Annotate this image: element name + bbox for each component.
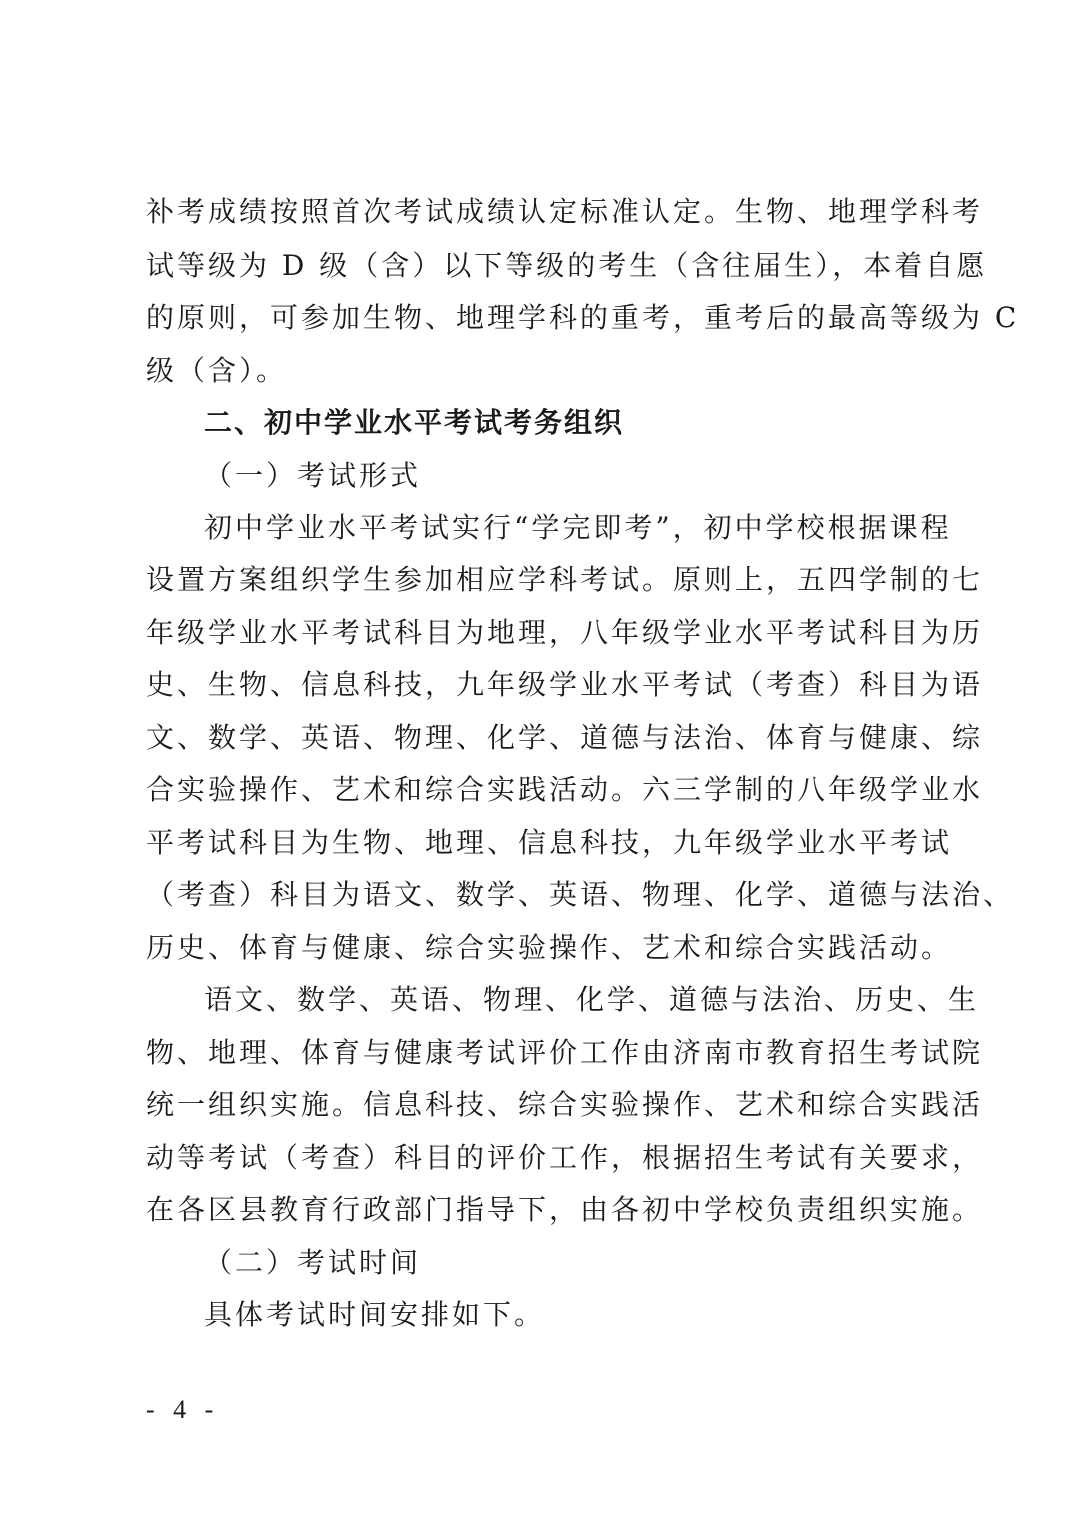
paragraph-line: 在各区县教育行政部门指导下，由各初中学校负责组织实施。 <box>146 1193 984 1226</box>
paragraph-line: 动等考试（考查）科目的评价工作，根据招生考试有关要求， <box>146 1141 984 1174</box>
paragraph-line: 年级学业水平考试科目为地理，八年级学业水平考试科目为历 <box>146 616 984 649</box>
paragraph-line: 平考试科目为生物、地理、信息科技，九年级学业水平考试 <box>146 826 953 859</box>
paragraph-line: 文、数学、英语、物理、化学、道德与法治、体育与健康、综 <box>146 721 984 754</box>
subsection-heading: （一）考试形式 <box>204 459 422 492</box>
paragraph-line: 补考成绩按照首次考试成绩认定标准认定。生物、地理学科考 <box>146 195 984 228</box>
paragraph-line: 的原则，可参加生物、地理学科的重考，重考后的最高等级为 C <box>146 301 1020 334</box>
paragraph-line: 历史、体育与健康、综合实验操作、艺术和综合实践活动。 <box>146 931 953 964</box>
paragraph-line: 试等级为 D 级（含）以下等级的考生（含往届生），本着自愿 <box>146 249 988 282</box>
paragraph-line: （考查）科目为语文、数学、英语、物理、化学、道德与法治、 <box>146 878 1015 911</box>
paragraph-line: 物、地理、体育与健康考试评价工作由济南市教育招生考试院 <box>146 1036 984 1069</box>
paragraph-line: 史、生物、信息科技，九年级学业水平考试（考查）科目为语 <box>146 668 984 701</box>
subsection-heading: （二）考试时间 <box>204 1246 422 1279</box>
page-number: - 4 - <box>146 1395 220 1424</box>
paragraph-line: 合实验操作、艺术和综合实践活动。六三学制的八年级学业水 <box>146 773 984 806</box>
paragraph-line: 语文、数学、英语、物理、化学、道德与法治、历史、生 <box>204 983 980 1016</box>
paragraph-line: 级（含）。 <box>146 354 288 387</box>
section-heading: 二、初中学业水平考试考务组织 <box>204 406 625 439</box>
paragraph-line: 初中学业水平考试实行“学完即考”，初中学校根据课程 <box>204 511 952 544</box>
paragraph-line: 设置方案组织学生参加相应学科考试。原则上，五四学制的七 <box>146 563 984 596</box>
paragraph-line: 具体考试时间安排如下。 <box>204 1298 546 1331</box>
paragraph-line: 统一组织实施。信息科技、综合实验操作、艺术和综合实践活 <box>146 1088 984 1121</box>
